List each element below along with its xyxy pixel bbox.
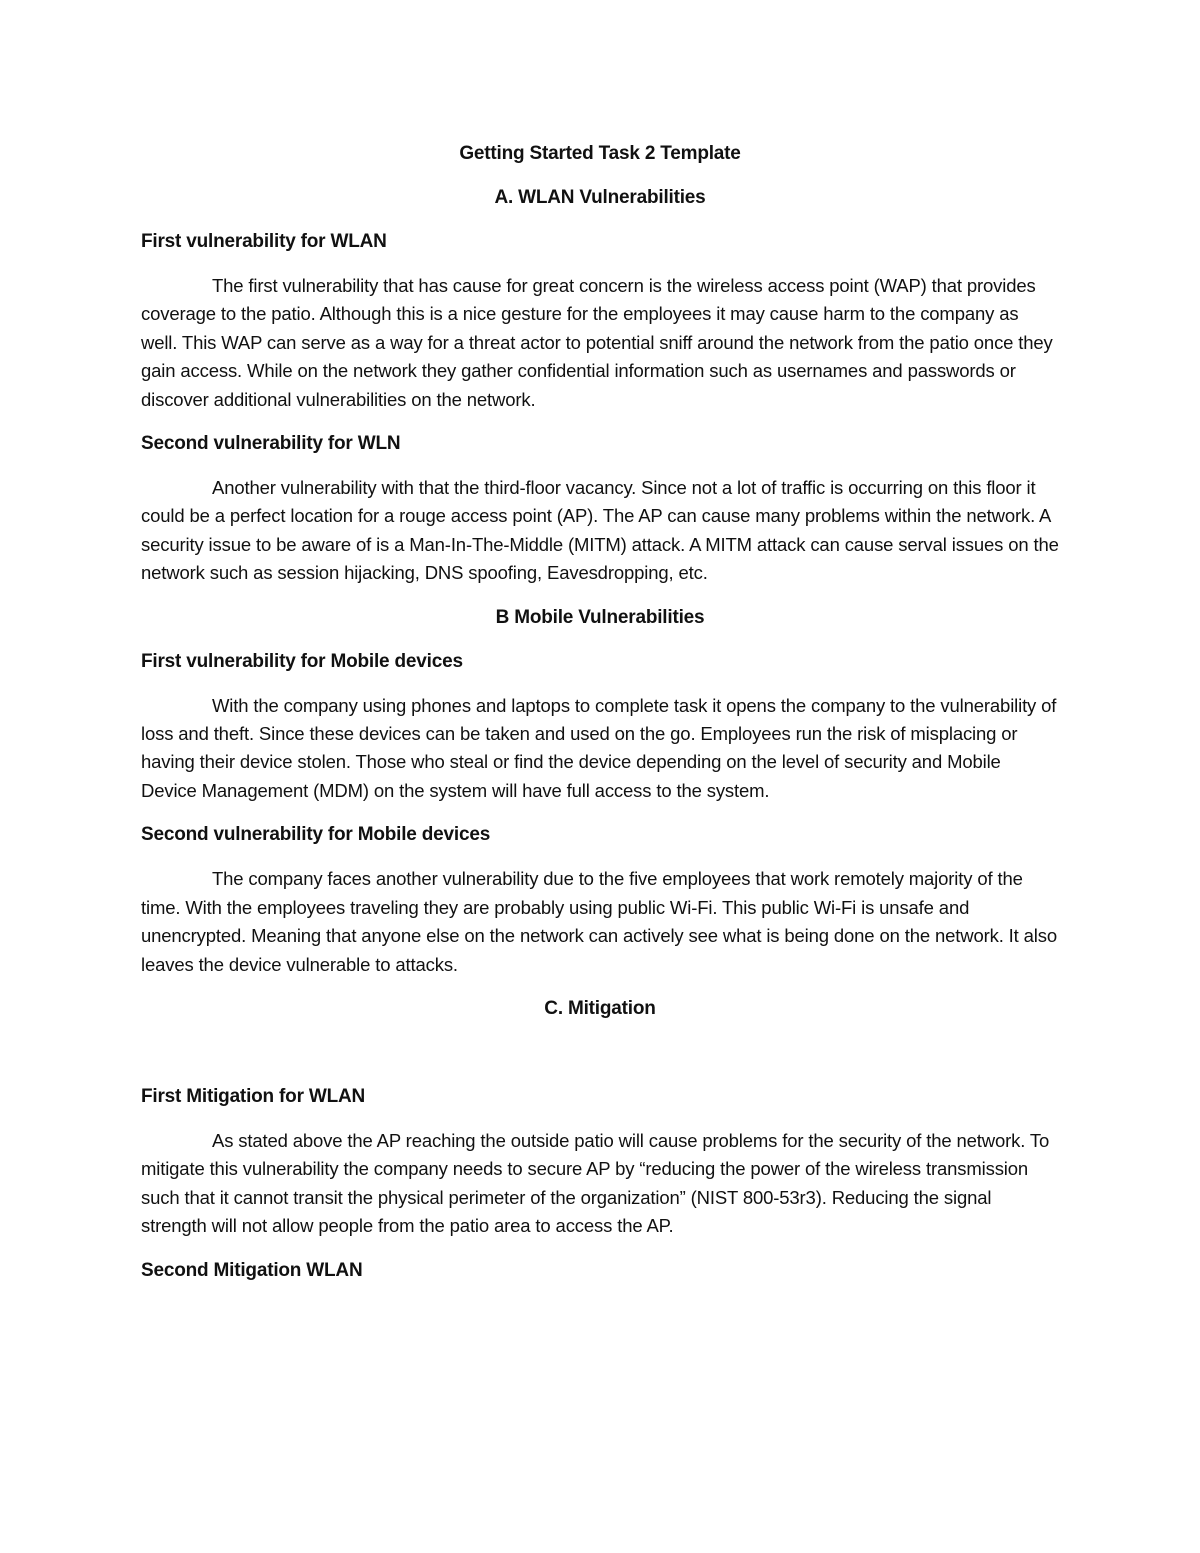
subheading-second-vulnerability-wlan: Second vulnerability for WLN (141, 433, 401, 455)
subheading-second-vulnerability-mobile: Second vulnerability for Mobile devices (141, 824, 491, 846)
section-heading-wlan-vulnerabilities: A. WLAN Vulnerabilities (494, 187, 706, 208)
paragraph-second-vulnerability-wlan: Another vulnerability with that the third-floor vacancy. Since not a lot of traffic is occurring on this floor it could be a perfect location for a rouge access point (AP). The AP can cause many problems within the network. A security issue to be aware of is a Man-In-The-Middle (MITM) attack. A MITM attack can cause serval issues on the network such as session hijacking, DNS spoofing, Eavesdropping, etc. (141, 477, 1059, 584)
subheading-second-mitigation-wlan: Second Mitigation WLAN (141, 1259, 363, 1281)
subheading-first-vulnerability-mobile: First vulnerability for Mobile devices (141, 650, 463, 672)
document-title: Getting Started Task 2 Template (459, 143, 741, 164)
section-heading-mobile-vulnerabilities: B Mobile Vulnerabilities (495, 606, 705, 628)
document-page (141, 140, 1059, 1301)
section-heading-mitigation: C. Mitigation (544, 997, 656, 1019)
paragraph-first-vulnerability-wlan: The first vulnerability that has cause for great concern is the wireless access point (WAP) that provides coverage to the patio. Although this is a nice gesture for the employees it may cause harm to the company as well. This WAP can serve as a way for a threat actor to potential sniff around the network from the patio once they gain access. While on the network they gather confidential information such as usernames and passwords or discover additional vulnerabilities on the network. (141, 275, 1053, 410)
paragraph-second-vulnerability-mobile: The company faces another vulnerability due to the five employees that work remotely majority of the time. With the employees traveling they are probably using public Wi-Fi. This public Wi-Fi is unsafe and unencrypted. Meaning that anyone else on the network can actively see what is being done on the network. It also leaves the device vulnerable to attacks. (141, 868, 1057, 975)
subheading-first-mitigation-wlan: First Mitigation for WLAN (141, 1085, 366, 1107)
subheading-first-vulnerability-wlan: First vulnerability for WLAN (141, 231, 387, 252)
paragraph-first-mitigation-wlan: As stated above the AP reaching the outside patio will cause problems for the security of the network. To mitigate this vulnerability the company needs to secure AP by “reducing the power of the wireless transmission such that it cannot transit the physical perimeter of the organization” (NIST 800-53r3). Reducing the signal strength will not allow people from the patio area to access the AP. (141, 1129, 1050, 1237)
paragraph-first-vulnerability-mobile: With the company using phones and laptops to complete task it opens the company to the vulnerability of loss and theft. Since these devices can be taken and used on the go. Employees run the risk of misplacing or having their device stolen. Those who steal or find the device depending on the level of security and Mobile Device Management (MDM) on the system will have full access to the system. (141, 694, 1057, 801)
